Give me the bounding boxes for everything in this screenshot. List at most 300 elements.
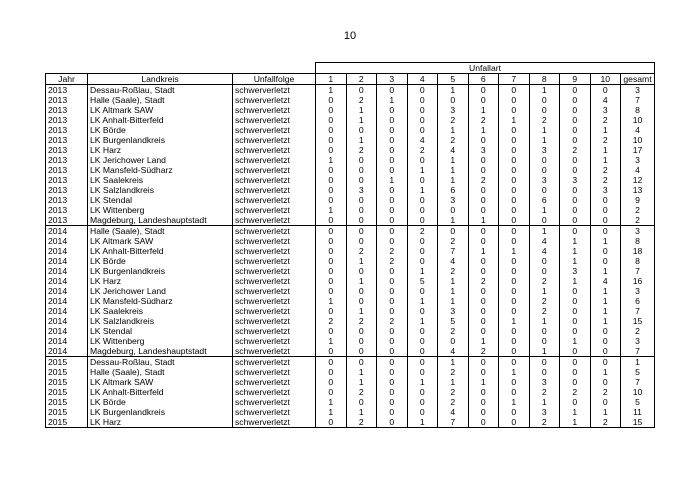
district-cell: LK Börde — [88, 397, 233, 407]
total-cell: 10 — [621, 115, 655, 125]
district-cell: LK Anhalt-Bitterfeld — [88, 387, 233, 397]
count-cell: 1 — [346, 276, 377, 286]
count-cell: 0 — [468, 205, 499, 215]
count-cell: 0 — [499, 417, 530, 428]
table-row — [46, 115, 655, 125]
table-row — [46, 276, 655, 286]
count-cell: 1 — [407, 377, 438, 387]
district-cell: LK Harz — [88, 145, 233, 155]
table-row — [46, 336, 655, 346]
count-cell: 1 — [590, 155, 621, 165]
district-cell: LK Börde — [88, 125, 233, 135]
count-cell: 0 — [529, 215, 560, 226]
consequence-cell: schwerverletzt — [233, 135, 316, 145]
district-cell: LK Altmark SAW — [88, 236, 233, 246]
count-cell: 2 — [346, 316, 377, 326]
year-cell: 2015 — [46, 357, 88, 368]
district-cell: Halle (Saale), Stadt — [88, 226, 233, 237]
count-cell: 0 — [407, 357, 438, 368]
consequence-cell: schwerverletzt — [233, 397, 316, 407]
count-cell: 1 — [377, 175, 408, 185]
count-cell: 0 — [590, 397, 621, 407]
district-cell: LK Wittenberg — [88, 336, 233, 346]
count-cell: 0 — [407, 306, 438, 316]
count-cell: 1 — [438, 357, 469, 368]
total-cell: 11 — [621, 407, 655, 417]
total-cell: 7 — [621, 377, 655, 387]
count-cell: 0 — [560, 346, 591, 357]
column-header: Jahr — [46, 74, 88, 85]
count-cell: 3 — [529, 145, 560, 155]
column-header: 5 — [438, 74, 469, 85]
count-cell: 0 — [316, 377, 347, 387]
consequence-cell: schwerverletzt — [233, 266, 316, 276]
count-cell: 1 — [438, 377, 469, 387]
table-row — [46, 346, 655, 357]
count-cell: 1 — [346, 367, 377, 377]
count-cell: 1 — [316, 407, 347, 417]
consequence-cell: schwerverletzt — [233, 115, 316, 125]
year-cell: 2014 — [46, 236, 88, 246]
count-cell: 0 — [407, 95, 438, 105]
consequence-cell: schwerverletzt — [233, 417, 316, 428]
count-cell: 0 — [560, 357, 591, 368]
year-cell: 2014 — [46, 296, 88, 306]
count-cell: 0 — [316, 286, 347, 296]
count-cell: 0 — [438, 226, 469, 237]
count-cell: 1 — [407, 185, 438, 195]
count-cell: 0 — [377, 326, 408, 336]
count-cell: 0 — [468, 226, 499, 237]
count-cell: 0 — [468, 357, 499, 368]
count-cell: 1 — [438, 155, 469, 165]
total-cell: 3 — [621, 155, 655, 165]
count-cell: 5 — [407, 276, 438, 286]
year-cell: 2013 — [46, 145, 88, 155]
count-cell: 0 — [499, 236, 530, 246]
count-cell: 0 — [560, 205, 591, 215]
column-header: 8 — [529, 74, 560, 85]
count-cell: 0 — [407, 286, 438, 296]
count-cell: 0 — [377, 387, 408, 397]
count-cell: 4 — [529, 236, 560, 246]
column-header: 2 — [346, 74, 377, 85]
count-cell: 1 — [529, 316, 560, 326]
count-cell: 0 — [499, 215, 530, 226]
count-cell: 1 — [346, 256, 377, 266]
year-cell: 2015 — [46, 387, 88, 397]
count-cell: 1 — [316, 155, 347, 165]
count-cell: 0 — [377, 125, 408, 135]
table-row — [46, 256, 655, 266]
count-cell: 0 — [407, 155, 438, 165]
column-header: Landkreis — [88, 74, 233, 85]
district-cell: Dessau-Roßlau, Stadt — [88, 357, 233, 368]
consequence-cell: schwerverletzt — [233, 155, 316, 165]
count-cell: 0 — [499, 346, 530, 357]
total-cell: 9 — [621, 195, 655, 205]
year-cell: 2015 — [46, 367, 88, 377]
year-cell: 2013 — [46, 125, 88, 135]
total-cell: 12 — [621, 175, 655, 185]
count-cell: 1 — [590, 125, 621, 135]
count-cell: 0 — [377, 266, 408, 276]
count-cell: 1 — [590, 145, 621, 155]
count-cell: 1 — [529, 397, 560, 407]
table-row — [46, 407, 655, 417]
count-cell: 4 — [438, 407, 469, 417]
count-cell: 0 — [316, 246, 347, 256]
total-cell: 3 — [621, 286, 655, 296]
count-cell: 0 — [499, 336, 530, 346]
total-cell: 15 — [621, 316, 655, 326]
count-cell: 7 — [438, 246, 469, 256]
year-cell: 2014 — [46, 306, 88, 316]
count-cell: 0 — [529, 326, 560, 336]
accident-statistics-table — [45, 62, 655, 428]
count-cell: 0 — [316, 256, 347, 266]
column-header: gesamt — [621, 74, 655, 85]
count-cell: 1 — [560, 407, 591, 417]
count-cell: 0 — [377, 195, 408, 205]
count-cell: 0 — [377, 357, 408, 368]
total-cell: 8 — [621, 256, 655, 266]
count-cell: 0 — [468, 95, 499, 105]
count-cell: 0 — [377, 286, 408, 296]
count-cell: 0 — [346, 226, 377, 237]
district-cell: LK Stendal — [88, 326, 233, 336]
count-cell: 0 — [316, 105, 347, 115]
district-cell: LK Wittenberg — [88, 205, 233, 215]
year-cell: 2014 — [46, 266, 88, 276]
count-cell: 0 — [560, 306, 591, 316]
count-cell: 0 — [346, 346, 377, 357]
district-cell: LK Börde — [88, 256, 233, 266]
total-cell: 17 — [621, 145, 655, 155]
count-cell: 0 — [316, 346, 347, 357]
count-cell: 0 — [407, 205, 438, 215]
count-cell: 0 — [407, 256, 438, 266]
district-cell: LK Harz — [88, 276, 233, 286]
consequence-cell: schwerverletzt — [233, 326, 316, 336]
count-cell: 0 — [590, 336, 621, 346]
table-row — [46, 185, 655, 195]
total-cell: 7 — [621, 266, 655, 276]
count-cell: 0 — [560, 165, 591, 175]
total-cell: 13 — [621, 185, 655, 195]
count-cell: 0 — [590, 346, 621, 357]
count-cell: 0 — [499, 205, 530, 215]
count-cell: 0 — [499, 185, 530, 195]
count-cell: 1 — [560, 417, 591, 428]
count-cell: 2 — [468, 175, 499, 185]
count-cell: 1 — [468, 125, 499, 135]
count-cell: 0 — [560, 155, 591, 165]
year-cell: 2013 — [46, 185, 88, 195]
count-cell: 1 — [407, 417, 438, 428]
count-cell: 0 — [407, 115, 438, 125]
consequence-cell: schwerverletzt — [233, 226, 316, 237]
count-cell: 1 — [377, 95, 408, 105]
count-cell: 3 — [438, 195, 469, 205]
total-cell: 8 — [621, 236, 655, 246]
count-cell: 0 — [377, 407, 408, 417]
count-cell: 0 — [438, 336, 469, 346]
count-cell: 1 — [438, 276, 469, 286]
consequence-cell: schwerverletzt — [233, 296, 316, 306]
count-cell: 1 — [468, 246, 499, 256]
count-cell: 2 — [438, 326, 469, 336]
count-cell: 4 — [407, 135, 438, 145]
count-cell: 0 — [499, 125, 530, 135]
consequence-cell: schwerverletzt — [233, 165, 316, 175]
year-cell: 2013 — [46, 105, 88, 115]
district-cell: LK Jerichower Land — [88, 286, 233, 296]
count-cell: 2 — [377, 246, 408, 256]
count-cell: 0 — [529, 357, 560, 368]
year-cell: 2013 — [46, 165, 88, 175]
count-cell: 1 — [499, 367, 530, 377]
count-cell: 1 — [346, 407, 377, 417]
count-cell: 0 — [499, 226, 530, 237]
table-row — [46, 377, 655, 387]
column-header: 7 — [499, 74, 530, 85]
count-cell: 0 — [407, 175, 438, 185]
count-cell: 1 — [560, 256, 591, 266]
district-cell: LK Salzlandkreis — [88, 316, 233, 326]
table-row — [46, 95, 655, 105]
consequence-cell: schwerverletzt — [233, 105, 316, 115]
count-cell: 1 — [590, 316, 621, 326]
count-cell: 0 — [560, 85, 591, 96]
count-cell: 4 — [438, 145, 469, 155]
count-cell: 0 — [560, 95, 591, 105]
count-cell: 0 — [529, 266, 560, 276]
count-cell: 2 — [346, 417, 377, 428]
table-row — [46, 357, 655, 368]
district-cell: LK Mansfeld-Südharz — [88, 165, 233, 175]
count-cell: 4 — [438, 256, 469, 266]
consequence-cell: schwerverletzt — [233, 367, 316, 377]
count-cell: 1 — [316, 397, 347, 407]
table-row — [46, 306, 655, 316]
count-cell: 0 — [316, 357, 347, 368]
year-cell: 2013 — [46, 175, 88, 185]
count-cell: 0 — [377, 367, 408, 377]
count-cell: 0 — [346, 215, 377, 226]
count-cell: 0 — [377, 276, 408, 286]
count-cell: 0 — [499, 145, 530, 155]
table-row — [46, 215, 655, 226]
count-cell: 0 — [316, 185, 347, 195]
count-cell: 1 — [468, 215, 499, 226]
count-cell: 0 — [377, 135, 408, 145]
count-cell: 0 — [346, 236, 377, 246]
total-cell: 3 — [621, 336, 655, 346]
district-cell: LK Anhalt-Bitterfeld — [88, 246, 233, 256]
count-cell: 0 — [590, 205, 621, 215]
count-cell: 0 — [377, 105, 408, 115]
count-cell: 1 — [407, 316, 438, 326]
year-cell: 2013 — [46, 95, 88, 105]
table-row — [46, 266, 655, 276]
consequence-cell: schwerverletzt — [233, 175, 316, 185]
count-cell: 1 — [590, 286, 621, 296]
year-cell: 2013 — [46, 135, 88, 145]
year-cell: 2014 — [46, 246, 88, 256]
count-cell: 2 — [468, 346, 499, 357]
count-cell: 0 — [468, 387, 499, 397]
count-cell: 2 — [346, 246, 377, 256]
total-cell: 4 — [621, 125, 655, 135]
count-cell: 0 — [377, 377, 408, 387]
table-row — [46, 226, 655, 237]
district-cell: Magdeburg, Landeshauptstadt — [88, 215, 233, 226]
count-cell: 1 — [499, 316, 530, 326]
count-cell: 1 — [590, 367, 621, 377]
count-cell: 0 — [560, 125, 591, 135]
count-cell: 0 — [377, 417, 408, 428]
count-cell: 3 — [468, 145, 499, 155]
count-cell: 0 — [316, 125, 347, 135]
year-cell: 2015 — [46, 397, 88, 407]
count-cell: 2 — [590, 135, 621, 145]
year-cell: 2013 — [46, 155, 88, 165]
year-cell: 2013 — [46, 205, 88, 215]
count-cell: 0 — [499, 165, 530, 175]
count-cell: 0 — [560, 226, 591, 237]
count-cell: 0 — [499, 256, 530, 266]
count-cell: 0 — [377, 226, 408, 237]
count-cell: 2 — [590, 115, 621, 125]
count-cell: 0 — [407, 85, 438, 96]
count-cell: 1 — [590, 266, 621, 276]
count-cell: 0 — [499, 387, 530, 397]
count-cell: 0 — [529, 256, 560, 266]
count-cell: 0 — [590, 326, 621, 336]
count-cell: 1 — [316, 205, 347, 215]
column-header: Unfallfolge — [233, 74, 316, 85]
count-cell: 2 — [529, 115, 560, 125]
total-cell: 5 — [621, 397, 655, 407]
count-cell: 4 — [529, 246, 560, 256]
year-cell: 2015 — [46, 377, 88, 387]
count-cell: 0 — [468, 286, 499, 296]
count-cell: 0 — [499, 85, 530, 96]
count-cell: 0 — [377, 296, 408, 306]
count-cell: 0 — [499, 407, 530, 417]
count-cell: 2 — [590, 417, 621, 428]
column-header-row — [46, 74, 655, 85]
count-cell: 0 — [499, 175, 530, 185]
count-cell: 0 — [316, 215, 347, 226]
count-cell: 0 — [560, 397, 591, 407]
count-cell: 0 — [468, 296, 499, 306]
consequence-cell: schwerverletzt — [233, 85, 316, 96]
count-cell: 1 — [346, 306, 377, 316]
count-cell: 0 — [346, 286, 377, 296]
count-cell: 0 — [407, 236, 438, 246]
count-cell: 0 — [346, 266, 377, 276]
consequence-cell: schwerverletzt — [233, 407, 316, 417]
consequence-cell: schwerverletzt — [233, 346, 316, 357]
column-header: 3 — [377, 74, 408, 85]
count-cell: 0 — [529, 185, 560, 195]
count-cell: 6 — [529, 195, 560, 205]
consequence-cell: schwerverletzt — [233, 256, 316, 266]
count-cell: 2 — [346, 95, 377, 105]
count-cell: 0 — [438, 205, 469, 215]
count-cell: 0 — [316, 387, 347, 397]
count-cell: 0 — [499, 105, 530, 115]
count-cell: 1 — [346, 135, 377, 145]
total-cell: 7 — [621, 95, 655, 105]
count-cell: 0 — [499, 286, 530, 296]
count-cell: 0 — [346, 336, 377, 346]
district-cell: LK Jerichower Land — [88, 155, 233, 165]
count-cell: 0 — [346, 175, 377, 185]
consequence-cell: schwerverletzt — [233, 125, 316, 135]
count-cell: 0 — [468, 367, 499, 377]
count-cell: 0 — [468, 155, 499, 165]
count-cell: 1 — [499, 397, 530, 407]
count-cell: 0 — [316, 417, 347, 428]
count-cell: 0 — [560, 215, 591, 226]
total-cell: 16 — [621, 276, 655, 286]
consequence-cell: schwerverletzt — [233, 185, 316, 195]
count-cell: 0 — [377, 336, 408, 346]
count-cell: 2 — [529, 417, 560, 428]
district-cell: LK Salzlandkreis — [88, 185, 233, 195]
district-cell: LK Mansfeld-Südharz — [88, 296, 233, 306]
table-row — [46, 246, 655, 256]
table-row — [46, 286, 655, 296]
year-cell: 2014 — [46, 346, 88, 357]
count-cell: 0 — [407, 215, 438, 226]
count-cell: 1 — [438, 125, 469, 135]
count-cell: 1 — [529, 286, 560, 296]
consequence-cell: schwerverletzt — [233, 195, 316, 205]
count-cell: 0 — [407, 326, 438, 336]
column-header: 1 — [316, 74, 347, 85]
count-cell: 0 — [377, 306, 408, 316]
count-cell: 0 — [316, 175, 347, 185]
count-cell: 0 — [590, 246, 621, 256]
table-row — [46, 316, 655, 326]
count-cell: 0 — [316, 367, 347, 377]
count-cell: 0 — [499, 155, 530, 165]
count-cell: 0 — [377, 85, 408, 96]
count-cell: 0 — [590, 85, 621, 96]
count-cell: 7 — [438, 417, 469, 428]
count-cell: 0 — [590, 256, 621, 266]
count-cell: 0 — [316, 145, 347, 155]
count-cell: 0 — [529, 336, 560, 346]
count-cell: 2 — [377, 316, 408, 326]
column-header: 9 — [560, 74, 591, 85]
count-cell: 1 — [529, 85, 560, 96]
consequence-cell: schwerverletzt — [233, 377, 316, 387]
count-cell: 1 — [316, 296, 347, 306]
count-cell: 0 — [407, 397, 438, 407]
count-cell: 0 — [377, 185, 408, 195]
count-cell: 0 — [499, 266, 530, 276]
count-cell: 3 — [529, 407, 560, 417]
count-cell: 0 — [468, 195, 499, 205]
district-cell: Dessau-Roßlau, Stadt — [88, 85, 233, 96]
count-cell: 0 — [560, 105, 591, 115]
count-cell: 0 — [560, 377, 591, 387]
